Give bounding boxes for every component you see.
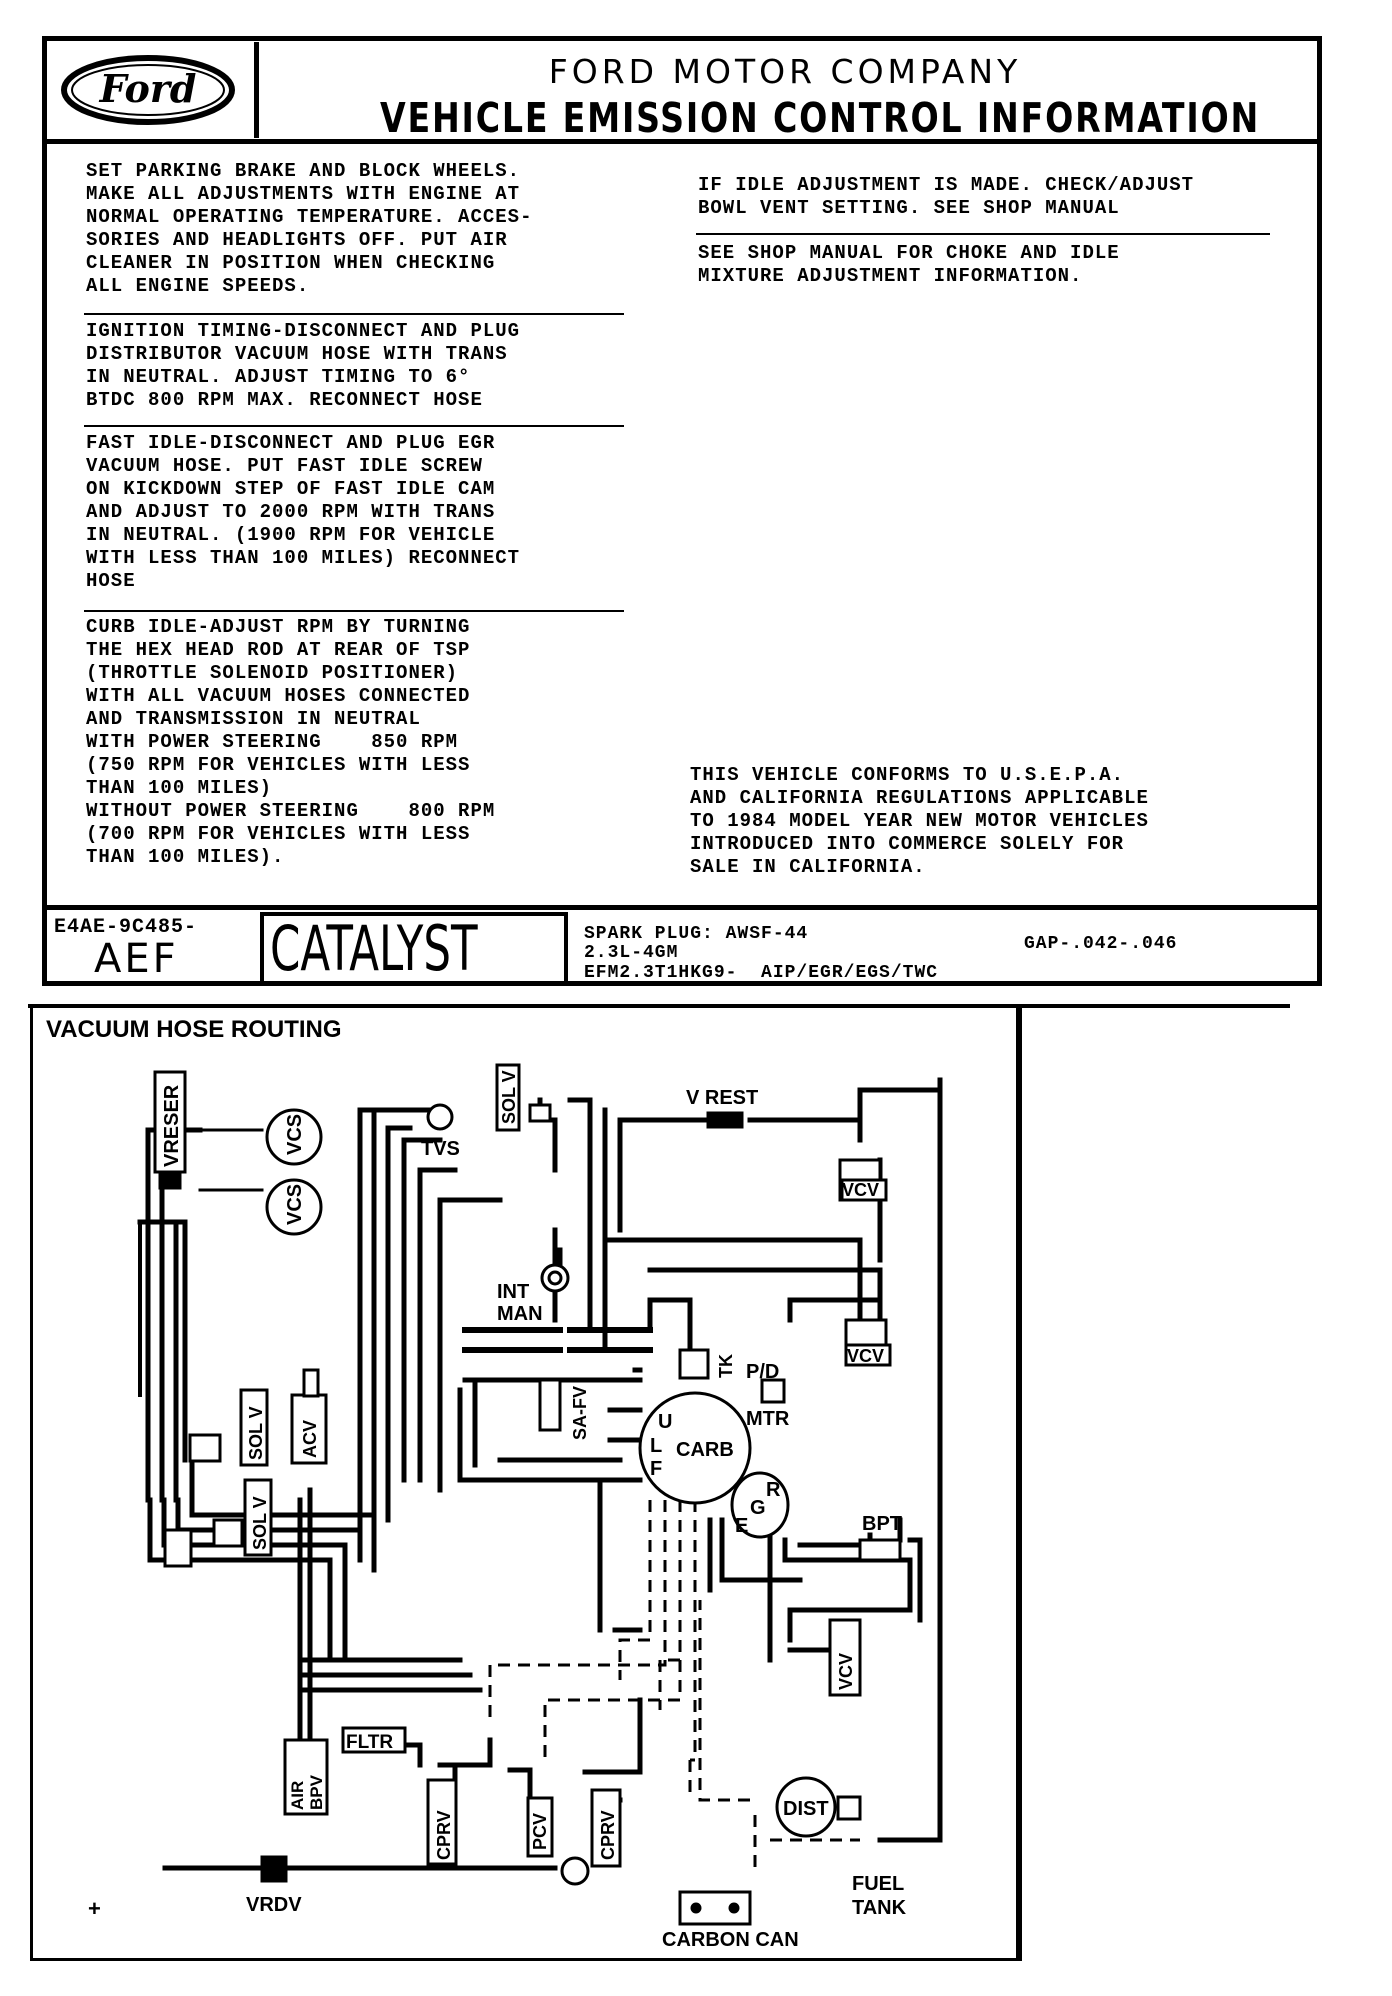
catalyst-text: CATALYST bbox=[270, 912, 478, 985]
carb-u-label: U bbox=[658, 1411, 673, 1433]
sol-v-label: SOL V bbox=[246, 1406, 266, 1460]
conformity-statement: THIS VEHICLE CONFORMS TO U.S.E.P.A. AND CALIFORNIA REGULATIONS APPLICABLE TO 1984 MODEL YEAR NEW MOTOR VEHICLES INTRODUCED INTO COMMERCE SOLELY FOR SALE IN CALIFORNIA. bbox=[690, 764, 1149, 878]
diagram-title: VACUUM HOSE ROUTING bbox=[46, 1016, 342, 1043]
ford-logo-text: Ford bbox=[99, 66, 197, 111]
engine-spec: 2.3L-4GM bbox=[584, 943, 679, 963]
label-title: VEHICLE EMISSION CONTROL INFORMATION bbox=[380, 94, 1261, 142]
sa-fv-label: SA-FV bbox=[570, 1386, 590, 1440]
carb-r-label: R bbox=[766, 1479, 781, 1501]
pcv-label: PCV bbox=[530, 1812, 550, 1850]
vcv-label: VCV bbox=[842, 1180, 880, 1200]
v-rest-label: V REST bbox=[686, 1087, 759, 1109]
plug-gap-spec: GAP-.042-.046 bbox=[1024, 934, 1178, 954]
carb-f-label: F bbox=[650, 1458, 663, 1480]
sol-v-label: SOL V bbox=[499, 1070, 519, 1124]
mtr-label: MTR bbox=[746, 1408, 790, 1430]
air-bpv-label: BPV bbox=[307, 1775, 326, 1810]
int-man-label: MAN bbox=[497, 1303, 543, 1325]
vcv-label: VCV bbox=[836, 1652, 856, 1690]
instruction-bowl-vent: IF IDLE ADJUSTMENT IS MADE. CHECK/ADJUST BOWL VENT SETTING. SEE SHOP MANUAL bbox=[698, 174, 1195, 219]
spark-plug-spec: SPARK PLUG: AWSF-44 bbox=[584, 924, 809, 944]
carb-g-label: G bbox=[750, 1497, 766, 1519]
cprv-label: CPRV bbox=[434, 1810, 454, 1860]
pd-label: P/D bbox=[746, 1361, 780, 1383]
air-bpv-label: AIR bbox=[288, 1780, 307, 1810]
company-name: FORD MOTOR COMPANY bbox=[548, 52, 1022, 91]
carb-e-label: E bbox=[735, 1515, 749, 1537]
instruction-curb-idle: CURB IDLE-ADJUST RPM BY TURNING THE HEX HEAD ROD AT REAR OF TSP (THROTTLE SOLENOID POSITIONER) WITH ALL VACUUM HOSES CONNECTED AND TRANSMISSION IN NEUTRAL WITH POWER STEERING 850 RPM (750 RPM FOR VEHICLES WITH LESS THAN 100 MILES) WITHOUT POWER STEERING 800 RPM (700 RPM FOR VEHICLES WITH LESS THAN 100 MILES). bbox=[86, 616, 496, 868]
bpt-label: BPT bbox=[862, 1513, 902, 1535]
fltr-label: FLTR bbox=[346, 1732, 394, 1753]
engine-family-spec: EFM2.3T1HKG9- AIP/EGR/EGS/TWC bbox=[584, 963, 939, 983]
instruction-ignition-timing: IGNITION TIMING-DISCONNECT AND PLUG DISTRIBUTOR VACUUM HOSE WITH TRANS IN NEUTRAL. ADJUST TIMING TO 6° BTDC 800 RPM MAX. RECONNECT HOSE bbox=[86, 320, 521, 411]
vreser-label: VRESER bbox=[161, 1084, 183, 1167]
plus-mark: + bbox=[88, 1896, 101, 1921]
vcv-label: VCV bbox=[847, 1346, 885, 1366]
fuel-tank-label: TANK bbox=[852, 1897, 907, 1919]
fuel-tank-label: FUEL bbox=[852, 1873, 905, 1895]
carb-l-label: L bbox=[650, 1435, 663, 1457]
int-man-label: INT bbox=[497, 1281, 530, 1303]
vcs-label: VCS bbox=[284, 1183, 306, 1225]
instruction-general: SET PARKING BRAKE AND BLOCK WHEELS. MAKE ALL ADJUSTMENTS WITH ENGINE AT NORMAL OPERATING TEMPERATURE. ACCES- SORIES AND HEADLIGHTS OFF. PUT AIR CLEANER IN POSITION WHEN CHECKING ALL ENGINE SPEEDS. bbox=[86, 160, 533, 297]
acv-label: ACV bbox=[300, 1419, 320, 1458]
part-suffix: AEF bbox=[94, 936, 179, 982]
sol-v-label: SOL V bbox=[250, 1496, 270, 1550]
cprv-label: CPRV bbox=[598, 1810, 618, 1860]
instruction-fast-idle: FAST IDLE-DISCONNECT AND PLUG EGR VACUUM HOSE. PUT FAST IDLE SCREW ON KICKDOWN STEP OF FAST IDLE CAM AND ADJUST TO 2000 RPM WITH TRANS IN NEUTRAL. (1900 RPM FOR VEHICLE WITH LESS THAN 100 MILES) RECONNECT HOSE bbox=[86, 432, 521, 592]
vcs-label: VCS bbox=[284, 1113, 306, 1155]
part-number: E4AE-9C485- bbox=[54, 916, 198, 939]
tk-label: TK bbox=[716, 1354, 736, 1378]
instruction-choke: SEE SHOP MANUAL FOR CHOKE AND IDLE MIXTURE ADJUSTMENT INFORMATION. bbox=[698, 242, 1120, 287]
vrdv-label: VRDV bbox=[246, 1894, 302, 1916]
dist-label: DIST bbox=[783, 1798, 829, 1820]
carbon-can-label: CARBON CAN bbox=[662, 1929, 799, 1951]
carb-label: CARB bbox=[676, 1439, 734, 1461]
tvs-label: TVS bbox=[421, 1138, 460, 1160]
